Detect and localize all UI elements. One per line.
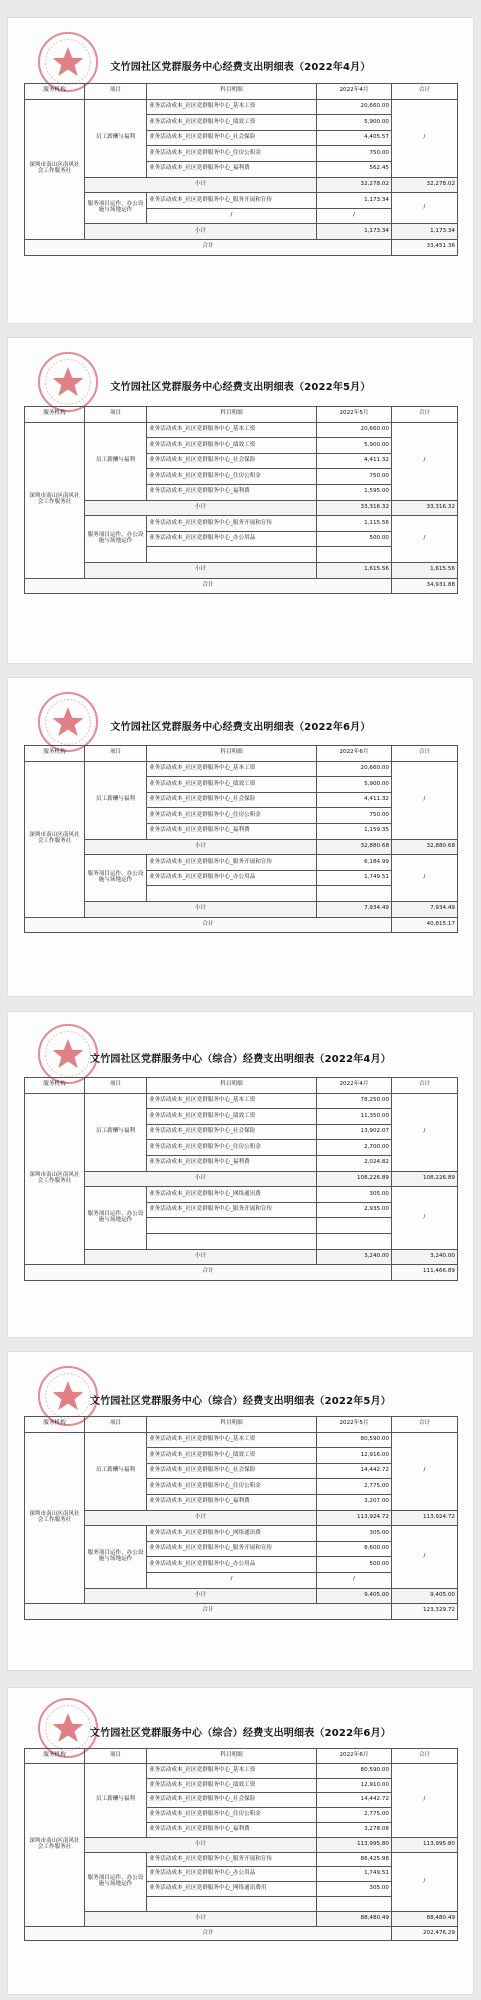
line-item-amount: 305.00 — [317, 1187, 392, 1203]
grand-total-amount: 111,466.89 — [392, 1265, 458, 1281]
line-item-amount: 11,350.00 — [317, 1109, 392, 1125]
subtotal-row — [25, 224, 458, 240]
subtotal-total: 1,615.56 — [392, 562, 458, 578]
report-page — [8, 18, 473, 323]
column-header-detail: 科目明细 — [147, 407, 317, 423]
subtotal-amount: 88,480.49 — [317, 1911, 392, 1926]
line-item-amount: 14,442.72 — [317, 1463, 392, 1479]
line-item-detail: 业务活动成本_社区党群服务中心_绩效工资 — [147, 1778, 317, 1793]
line-item-detail: 业务活动成本_社区党群服务中心_服务开展和宣传 — [147, 516, 317, 532]
header-row — [25, 1749, 458, 1764]
subtotal-row — [25, 1510, 458, 1526]
expense-table — [24, 745, 458, 933]
subtotal-label: 小计 — [85, 177, 317, 193]
total-placeholder-cell: / — [392, 99, 458, 177]
subtotal-label: 小计 — [85, 562, 317, 578]
subtotal-row — [25, 1249, 458, 1265]
line-item-detail: 业务活动成本_社区党群服务中心_办公用品 — [147, 1867, 317, 1882]
line-item-detail: 业务活动成本_社区党群服务中心_住房公积金 — [147, 1479, 317, 1495]
line-item-amount: 750.00 — [317, 146, 392, 162]
grand-total-amount: 33,451.36 — [392, 239, 458, 255]
line-item-amount: 3,278.08 — [317, 1822, 392, 1837]
subtotal-total: 108,226.89 — [392, 1171, 458, 1187]
line-item-detail: 业务活动成本_社区党群服务中心_绩效工资 — [147, 115, 317, 131]
table-row — [25, 193, 458, 209]
grand-total-amount: 202,476.29 — [392, 1926, 458, 1941]
total-placeholder-cell: / — [392, 855, 458, 902]
column-header-month: 2022年5月 — [317, 407, 392, 423]
column-header-org: 服务机构 — [25, 1078, 85, 1094]
total-placeholder-cell: / — [392, 193, 458, 224]
expense-table — [24, 406, 458, 594]
column-header-detail: 科目明细 — [147, 1749, 317, 1764]
subtotal-amount: 7,934.49 — [317, 901, 392, 917]
line-item-detail: 业务活动成本_社区党群服务中心_住房公积金 — [147, 146, 317, 162]
line-item-amount: 2,775.00 — [317, 1808, 392, 1823]
expense-table — [24, 1748, 458, 1941]
subtotal-amount: 108,226.89 — [317, 1171, 392, 1187]
line-item-detail: / — [147, 208, 317, 224]
line-item-amount: 305.00 — [317, 1882, 392, 1897]
column-header-month: 2022年6月 — [317, 746, 392, 762]
line-item-detail: 业务活动成本_社区党群服务中心_服务开展和宣传 — [147, 855, 317, 871]
grand-total-amount: 40,815.17 — [392, 917, 458, 933]
column-header-project: 项目 — [85, 1749, 147, 1764]
column-header-month: 2022年5月 — [317, 1417, 392, 1433]
subtotal-label: 小计 — [85, 224, 317, 240]
line-item-detail: 业务活动成本_社区党群服务中心_福利费 — [147, 161, 317, 177]
table-row — [25, 516, 458, 532]
category-cell: 员工薪酬与福利 — [85, 1432, 147, 1510]
line-item-detail: 业务活动成本_社区党群服务中心_社会保险 — [147, 130, 317, 146]
line-item-amount: 305.00 — [317, 1526, 392, 1542]
report-page — [8, 678, 473, 996]
line-item-amount — [317, 1218, 392, 1234]
grand-total-amount: 34,931.88 — [392, 578, 458, 594]
category-cell: 员工薪酬与福利 — [85, 1093, 147, 1171]
line-item-detail: 业务活动成本_社区党群服务中心_福利费 — [147, 484, 317, 500]
subtotal-label: 小计 — [85, 500, 317, 516]
line-item-detail — [147, 886, 317, 902]
line-item-detail: 业务活动成本_社区党群服务中心_绩效工资 — [147, 1448, 317, 1464]
subtotal-label: 小计 — [85, 1837, 317, 1852]
subtotal-label: 小计 — [85, 839, 317, 855]
line-item-amount: 20,660.00 — [317, 761, 392, 777]
line-item-detail: 业务活动成本_社区党群服务中心_网络通讯费 — [147, 1187, 317, 1203]
subtotal-amount: 32,278.02 — [317, 177, 392, 193]
column-header-project: 项目 — [85, 84, 147, 100]
report-page — [8, 1352, 473, 1670]
line-item-amount: 12,916.00 — [317, 1448, 392, 1464]
subtotal-total: 32,880.68 — [392, 839, 458, 855]
line-item-amount — [317, 1896, 392, 1911]
line-item-amount: 13,902.07 — [317, 1124, 392, 1140]
line-item-detail: 业务活动成本_社区党群服务中心_基本工资 — [147, 422, 317, 438]
total-placeholder-cell: / — [392, 422, 458, 500]
subtotal-label: 小计 — [85, 1911, 317, 1926]
line-item-amount: 80,590.00 — [317, 1432, 392, 1448]
service-org-cell: 深圳市南山区南风社会工作服务社 — [25, 422, 85, 578]
grand-total-row — [25, 1265, 458, 1281]
line-item-amount: 80,590.00 — [317, 1763, 392, 1778]
column-header-total: 合计 — [392, 407, 458, 423]
total-placeholder-cell: / — [392, 1852, 458, 1911]
service-org-cell: 深圳市南山区南风社会工作服务社 — [25, 99, 85, 239]
line-item-detail: 业务活动成本_社区党群服务中心_绩效工资 — [147, 777, 317, 793]
subtotal-amount: 113,924.72 — [317, 1510, 392, 1526]
column-header-total: 合计 — [392, 1078, 458, 1094]
service-org-cell: 深圳市南山区南风社会工作服务社 — [25, 1763, 85, 1926]
line-item-detail: 业务活动成本_社区党群服务中心_福利费 — [147, 823, 317, 839]
line-item-detail — [147, 1233, 317, 1249]
line-item-detail: 业务活动成本_社区党群服务中心_社会保险 — [147, 1463, 317, 1479]
line-item-amount: 4,411.32 — [317, 453, 392, 469]
total-placeholder-cell: / — [392, 516, 458, 563]
line-item-detail: 业务活动成本_社区党群服务中心_住房公积金 — [147, 1140, 317, 1156]
subtotal-label: 小计 — [85, 1588, 317, 1604]
grand-total-row — [25, 917, 458, 933]
line-item-detail: 业务活动成本_社区党群服务中心_基本工资 — [147, 761, 317, 777]
report-title: 文竹园社区党群服务中心经费支出明细表（2022年6月） — [110, 722, 371, 733]
category-cell: 员工薪酬与福利 — [85, 99, 147, 177]
subtotal-label: 小计 — [85, 901, 317, 917]
grand-total-label: 合计 — [25, 578, 392, 594]
line-item-amount: 1,173.34 — [317, 193, 392, 209]
report-page — [8, 1688, 473, 1994]
service-org-cell: 深圳市南山区南风社会工作服务社 — [25, 761, 85, 917]
header-row — [25, 1417, 458, 1433]
line-item-detail: 业务活动成本_社区党群服务中心_办公用品 — [147, 1557, 317, 1573]
line-item-amount: 2,775.00 — [317, 1479, 392, 1495]
grand-total-row — [25, 1926, 458, 1941]
subtotal-amount: 3,240.00 — [317, 1249, 392, 1265]
subtotal-amount: 1,615.56 — [317, 562, 392, 578]
grand-total-label: 合计 — [25, 917, 392, 933]
table-row — [25, 1093, 458, 1109]
line-item-detail: 业务活动成本_社区党群服务中心_服务开展和宣传 — [147, 1541, 317, 1557]
line-item-amount — [317, 886, 392, 902]
line-item-amount: 1,595.00 — [317, 484, 392, 500]
line-item-amount: 20,660.00 — [317, 99, 392, 115]
line-item-amount — [317, 547, 392, 563]
subtotal-amount: 1,173.34 — [317, 224, 392, 240]
category-cell: 服务项目运作、办公设施与场地运作 — [85, 193, 147, 224]
line-item-amount: 78,250.00 — [317, 1093, 392, 1109]
line-item-amount: 20,660.00 — [317, 422, 392, 438]
category-cell: 服务项目运作、办公设施与场地运作 — [85, 1187, 147, 1249]
expense-table — [24, 83, 458, 256]
report-page — [8, 338, 473, 663]
header-row — [25, 1078, 458, 1094]
line-item-detail: 业务活动成本_社区党群服务中心_住房公积金 — [147, 469, 317, 485]
grand-total-row — [25, 578, 458, 594]
table-row — [25, 1763, 458, 1778]
header-row — [25, 84, 458, 100]
subtotal-total: 32,278.02 — [392, 177, 458, 193]
expense-table — [24, 1416, 458, 1620]
subtotal-label: 小计 — [85, 1171, 317, 1187]
column-header-month: 2022年6月 — [317, 1749, 392, 1764]
line-item-detail: 业务活动成本_社区党群服务中心_社会保险 — [147, 1124, 317, 1140]
line-item-detail: 业务活动成本_社区党群服务中心_服务开展和宣传 — [147, 1202, 317, 1218]
subtotal-row — [25, 1171, 458, 1187]
line-item-amount: 2,024.82 — [317, 1155, 392, 1171]
subtotal-label: 小计 — [85, 1510, 317, 1526]
line-item-amount: 86,425.98 — [317, 1852, 392, 1867]
subtotal-row — [25, 1837, 458, 1852]
subtotal-total: 33,316.32 — [392, 500, 458, 516]
line-item-detail: 业务活动成本_社区党群服务中心_基本工资 — [147, 1432, 317, 1448]
column-header-total: 合计 — [392, 1749, 458, 1764]
table-row — [25, 99, 458, 115]
line-item-detail: 业务活动成本_社区党群服务中心_福利费 — [147, 1494, 317, 1510]
line-item-detail: 业务活动成本_社区党群服务中心_住房公积金 — [147, 808, 317, 824]
line-item-detail — [147, 1218, 317, 1234]
subtotal-row — [25, 177, 458, 193]
line-item-amount: 5,900.00 — [317, 777, 392, 793]
table-row — [25, 1526, 458, 1542]
line-item-amount: 3,207.00 — [317, 1494, 392, 1510]
column-header-month: 2022年4月 — [317, 1078, 392, 1094]
subtotal-total: 3,240.00 — [392, 1249, 458, 1265]
line-item-detail: 业务活动成本_社区党群服务中心_住房公积金 — [147, 1808, 317, 1823]
column-header-month: 2022年4月 — [317, 84, 392, 100]
line-item-detail: 业务活动成本_社区党群服务中心_基本工资 — [147, 1093, 317, 1109]
line-item-amount: 4,405.57 — [317, 130, 392, 146]
category-cell: 服务项目运作、办公设施与场地运作 — [85, 1852, 147, 1911]
line-item-detail: 业务活动成本_社区党群服务中心_网络通讯费用 — [147, 1882, 317, 1897]
grand-total-label: 合计 — [25, 1604, 392, 1620]
subtotal-amount: 32,880.68 — [317, 839, 392, 855]
total-placeholder-cell: / — [392, 1763, 458, 1837]
line-item-amount: / — [317, 1572, 392, 1588]
column-header-detail: 科目明细 — [147, 1417, 317, 1433]
column-header-org: 服务机构 — [25, 746, 85, 762]
total-placeholder-cell: / — [392, 1526, 458, 1588]
table-row — [25, 422, 458, 438]
subtotal-total: 88,480.49 — [392, 1911, 458, 1926]
subtotal-total: 7,934.49 — [392, 901, 458, 917]
total-placeholder-cell: / — [392, 1187, 458, 1249]
subtotal-total: 1,173.34 — [392, 224, 458, 240]
table-row — [25, 1187, 458, 1203]
header-row — [25, 407, 458, 423]
line-item-amount: 500.00 — [317, 1557, 392, 1573]
category-cell: 员工薪酬与福利 — [85, 422, 147, 500]
subtotal-total: 113,924.72 — [392, 1510, 458, 1526]
line-item-detail: 业务活动成本_社区党群服务中心_办公用品 — [147, 531, 317, 547]
line-item-detail: 业务活动成本_社区党群服务中心_社会保险 — [147, 453, 317, 469]
report-page — [8, 1012, 473, 1337]
column-header-detail: 科目明细 — [147, 746, 317, 762]
report-title: 文竹园社区党群服务中心经费支出明细表（2022年4月） — [110, 62, 371, 73]
report-title: 文竹园社区党群服务中心经费支出明细表（2022年5月） — [110, 382, 371, 393]
total-placeholder-cell: / — [392, 761, 458, 839]
table-row — [25, 761, 458, 777]
line-item-amount: 1,749.51 — [317, 1867, 392, 1882]
table-row — [25, 1432, 458, 1448]
category-cell: 员工薪酬与福利 — [85, 1763, 147, 1837]
column-header-org: 服务机构 — [25, 407, 85, 423]
table-row — [25, 1852, 458, 1867]
header-row — [25, 746, 458, 762]
column-header-project: 项目 — [85, 407, 147, 423]
column-header-total: 合计 — [392, 1417, 458, 1433]
total-placeholder-cell: / — [392, 1093, 458, 1171]
line-item-amount: 12,910.00 — [317, 1778, 392, 1793]
subtotal-total: 9,405.00 — [392, 1588, 458, 1604]
line-item-amount: 5,900.00 — [317, 115, 392, 131]
grand-total-label: 合计 — [25, 1265, 392, 1281]
expense-table — [24, 1077, 458, 1281]
line-item-detail: 业务活动成本_社区党群服务中心_社会保险 — [147, 792, 317, 808]
category-cell: 服务项目运作、办公设施与场地运作 — [85, 1526, 147, 1588]
line-item-detail: 业务活动成本_社区党群服务中心_服务开展和宣传 — [147, 193, 317, 209]
column-header-project: 项目 — [85, 1078, 147, 1094]
grand-total-label: 合计 — [25, 1926, 392, 1941]
line-item-amount: 8,600.00 — [317, 1541, 392, 1557]
line-item-detail: 业务活动成本_社区党群服务中心_基本工资 — [147, 99, 317, 115]
service-org-cell: 深圳市南山区南风社会工作服务社 — [25, 1432, 85, 1604]
line-item-detail: 业务活动成本_社区党群服务中心_社会保险 — [147, 1793, 317, 1808]
line-item-detail: 业务活动成本_社区党群服务中心_福利费 — [147, 1822, 317, 1837]
line-item-detail: 业务活动成本_社区党群服务中心_绩效工资 — [147, 438, 317, 454]
line-item-detail: 业务活动成本_社区党群服务中心_网络通讯费 — [147, 1526, 317, 1542]
report-title: 文竹园社区党群服务中心（综合）经费支出明细表（2022年4月） — [90, 1054, 391, 1065]
line-item-detail: 业务活动成本_社区党群服务中心_基本工资 — [147, 1763, 317, 1778]
subtotal-row — [25, 1588, 458, 1604]
column-header-org: 服务机构 — [25, 1749, 85, 1764]
line-item-detail: 业务活动成本_社区党群服务中心_办公用品 — [147, 870, 317, 886]
subtotal-row — [25, 839, 458, 855]
total-placeholder-cell: / — [392, 1432, 458, 1510]
subtotal-total: 113,995.80 — [392, 1837, 458, 1852]
grand-total-row — [25, 1604, 458, 1620]
category-cell: 服务项目运作、办公设施与场地运作 — [85, 855, 147, 902]
line-item-amount: 4,411.32 — [317, 792, 392, 808]
table-row — [25, 855, 458, 871]
report-title: 文竹园社区党群服务中心（综合）经费支出明细表（2022年5月） — [90, 1396, 391, 1407]
grand-total-label: 合计 — [25, 239, 392, 255]
column-header-project: 项目 — [85, 746, 147, 762]
subtotal-amount: 33,316.32 — [317, 500, 392, 516]
subtotal-amount: 113,995.80 — [317, 1837, 392, 1852]
line-item-amount: 2,935.00 — [317, 1202, 392, 1218]
column-header-org: 服务机构 — [25, 84, 85, 100]
line-item-amount: 750.00 — [317, 808, 392, 824]
category-cell: 员工薪酬与福利 — [85, 761, 147, 839]
subtotal-label: 小计 — [85, 1249, 317, 1265]
line-item-amount: 6,184.99 — [317, 855, 392, 871]
line-item-detail: 业务活动成本_社区党群服务中心_福利费 — [147, 1155, 317, 1171]
column-header-detail: 科目明细 — [147, 84, 317, 100]
line-item-amount: 1,159.35 — [317, 823, 392, 839]
line-item-detail — [147, 547, 317, 563]
line-item-amount: 1,115.56 — [317, 516, 392, 532]
line-item-amount — [317, 1233, 392, 1249]
line-item-detail: 业务活动成本_社区党群服务中心_服务开展和宣传 — [147, 1852, 317, 1867]
line-item-detail — [147, 1896, 317, 1911]
column-header-total: 合计 — [392, 746, 458, 762]
line-item-amount: 562.45 — [317, 161, 392, 177]
column-header-project: 项目 — [85, 1417, 147, 1433]
subtotal-row — [25, 500, 458, 516]
line-item-amount: / — [317, 208, 392, 224]
line-item-amount: 1,749.51 — [317, 870, 392, 886]
line-item-detail: / — [147, 1572, 317, 1588]
line-item-amount: 5,900.00 — [317, 438, 392, 454]
category-cell: 服务项目运作、办公设施与场地运作 — [85, 516, 147, 563]
line-item-amount: 500.00 — [317, 531, 392, 547]
line-item-amount: 14,442.72 — [317, 1793, 392, 1808]
service-org-cell: 深圳市南山区南风社会工作服务社 — [25, 1093, 85, 1265]
subtotal-amount: 9,405.00 — [317, 1588, 392, 1604]
report-title: 文竹园社区党群服务中心（综合）经费支出明细表（2022年6月） — [90, 1728, 391, 1739]
column-header-total: 合计 — [392, 84, 458, 100]
grand-total-row — [25, 239, 458, 255]
line-item-amount: 750.00 — [317, 469, 392, 485]
subtotal-row — [25, 901, 458, 917]
subtotal-row — [25, 1911, 458, 1926]
column-header-org: 服务机构 — [25, 1417, 85, 1433]
column-header-detail: 科目明细 — [147, 1078, 317, 1094]
subtotal-row — [25, 562, 458, 578]
line-item-amount: 2,700.00 — [317, 1140, 392, 1156]
grand-total-amount: 123,329.72 — [392, 1604, 458, 1620]
line-item-detail: 业务活动成本_社区党群服务中心_绩效工资 — [147, 1109, 317, 1125]
